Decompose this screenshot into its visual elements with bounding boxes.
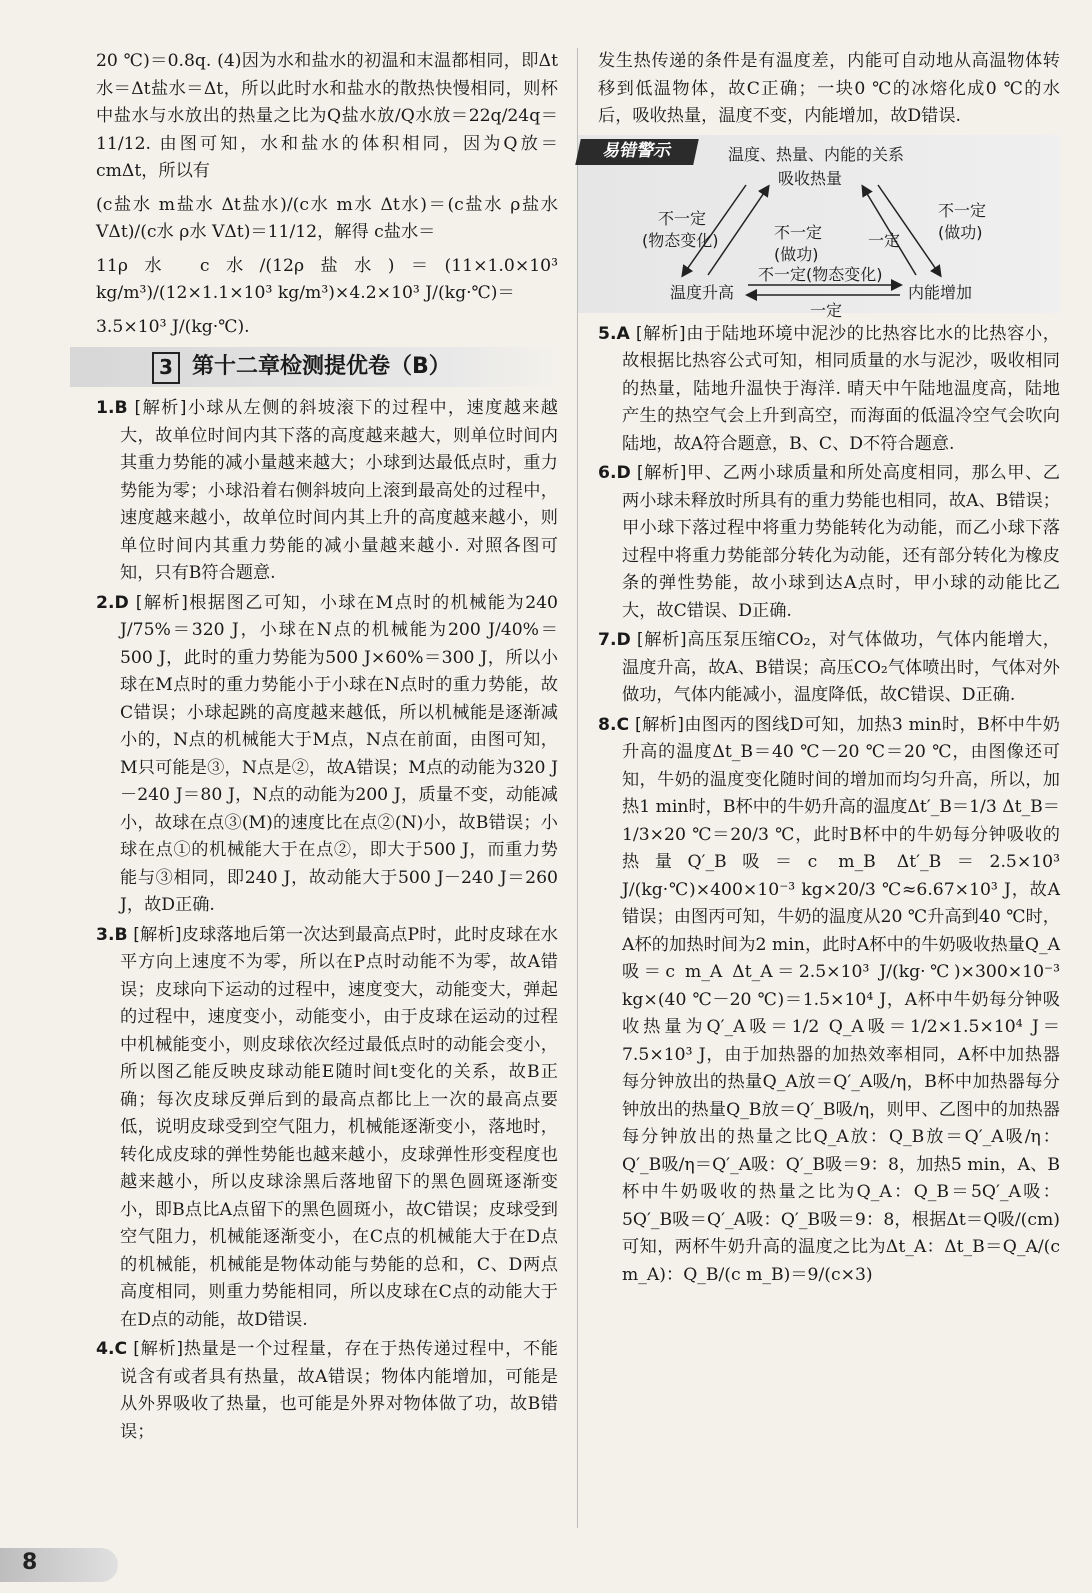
item-text: 由图丙的图线D可知，加热3 min时，B杯中牛奶升高的温度Δt_B＝40 ℃－20 ℃＝20 ℃，由图像还可知，牛奶的温度变化随时间的增加而均匀升高，所以，加热1 min时，B杯中的牛奶升高的温度Δt′_B＝1/3 Δt_B＝1/3×20 ℃＝20/3 ℃，此时B杯中的牛奶每分钟吸收的热量Q′_B吸＝c m_B Δt′_B＝2.5×10³ J/(kg·℃)×400×10⁻³ kg×20/3 ℃≈6.67×10³ J，故A错误；由图丙可知，牛奶的温度从20 ℃升高到40 ℃时，A杯的加热时间为2 min，此时A杯中的牛奶吸收热量Q_A吸＝c m_A Δt_A＝2.5×10³ J/(kg·℃)×300×10⁻³ kg×(40 ℃－20 ℃)＝1.5×10⁴ J，A杯中牛奶每分钟吸收热量为Q′_A吸＝1/2 Q_A吸＝1/2×1.5×10⁴ J＝7.5×10³ J，由于加热器的加热效率相同，A杯中加热器每分钟放出的热量Q_A放＝Q′_A吸/η，B杯中加热器每分钟放出的热量Q_B放＝Q′_B吸/η，则甲、乙图中的加热器每分钟放出的热量之比Q_A放：Q_B放＝Q′_A吸/η：Q′_B吸/η＝Q′_A吸：Q′_B吸＝9：8，加热5 min，A、B杯中牛奶吸收的热量之比为Q_A：Q_B＝5Q′_A吸：5Q′_B吸＝Q′_A吸：Q′_B吸＝9：8，根据Δt＝Q吸/(cm)可知，两杯牛奶升高的温度之比为Δt_A：Δt_B＝Q_A/(c m_A)：Q_B/(c m_B)＝9/(c×3) <box>622 714 1060 1285</box>
answer-item-5 <box>598 321 1060 459</box>
section-title: 第十二章检测提优卷（B） <box>192 354 451 380</box>
page-number-tab <box>0 1548 118 1582</box>
item-answer: A <box>616 323 630 344</box>
analysis-tag: [解析] <box>636 630 687 650</box>
analysis-tag: [解析] <box>134 398 187 418</box>
answer-item-4 <box>96 1336 558 1446</box>
item-number: 3. <box>96 924 115 945</box>
label-mid-2: (做功) <box>774 244 819 264</box>
analysis-tag: [解析] <box>634 714 684 735</box>
node-energy-increase: 内能增加 <box>908 282 973 302</box>
analysis-tag: [解析] <box>635 323 686 344</box>
item-number: 6. <box>598 463 617 483</box>
label-left-2: (物态变化) <box>642 230 719 250</box>
warning-badge: 易错警示 <box>575 139 699 165</box>
label-right-1: 不一定 <box>938 200 987 220</box>
item-text: 小球从左侧的斜坡滚下的过程中，速度越来越大，故单位时间内其下落的高度越来越大，则单位时间内其重力势能的减小量越来越大；小球到达最低点时，重力势能为零；小球沿着右侧斜坡向上滚到最高处的过程中，速度越来越小，故单位时间内其上升的高度越来越小，则单位时间内其重力势能的减小量越来越小. 对照各图可知，只有B符合题意. <box>120 398 558 583</box>
item-answer: D <box>616 630 631 650</box>
analysis-tag: [解析] <box>636 463 687 483</box>
item-number: 4. <box>96 1339 115 1359</box>
item-text: 由于陆地环境中泥沙的比热容比水的比热容小，故根据比热容公式可知，相同质量的水与泥沙，吸收相同的热量，陆地升温快于海洋. 晴天中午陆地温度高，陆地产生的热空气会上升到高空，而海面的低温冷空气会吹向陆地，故A符合题意，B、C、D不符合题意. <box>622 323 1060 454</box>
item-number: 1. <box>96 398 115 418</box>
item-number: 2. <box>96 592 115 613</box>
answer-item-8 <box>598 712 1060 1290</box>
intro-result: 3.5×10³ J/(kg·℃). <box>96 316 250 337</box>
item-text: 根据图乙可知，小球在M点时的机械能为240 J/75%＝320 J，小球在N点的机械能为200 J/40%＝500 J，此时的重力势能为500 J×60%＝300 J，所以小球在M点时的重力势能小于小球在N点时的重力势能，故C错误；小球起跳的高度越来越低，所以机械能是逐渐减小的，N点的机械能大于M点，N点在前面，由图可知，M只可能是③，N点是②，故A错误；M点的动能为320 J－240 J＝80 J，N点的动能为200 J，质量不变，动能减小，故球在点③(M)的速度比在点②(N)小，故B错误；小球在点①的机械能大于在点②，即大于500 J，而重力势能与③相同，即240 J，故动能大于500 J－240 J＝260 J，故D正确. <box>120 592 558 915</box>
intro-paragraph: 20 ℃)＝0.8q. (4)因为水和盐水的初温和末温都相同，即Δt水＝Δt盐水＝Δt，所以此时水和盐水的散热快慢相同，则杯中盐水与水放出的热量之比为Q盐水放/Q水放＝22q/24q＝11/12. 由图可知，水和盐水的体积相同，因为Q放＝cmΔt，所以有 <box>96 51 558 181</box>
section-header <box>70 347 558 387</box>
label-bottom-1: 不一定(物态变化) <box>758 264 883 284</box>
section-number: 3 <box>152 352 180 384</box>
item-answer: B <box>114 398 128 418</box>
answer-item-2 <box>96 590 558 920</box>
answer-item-6 <box>598 460 1060 625</box>
answer-item-3 <box>96 922 558 1335</box>
item-number: 7. <box>598 630 617 650</box>
page-number: 8 <box>22 1550 38 1575</box>
answer-item-7 <box>598 627 1060 710</box>
error-warning-box <box>578 135 1060 320</box>
item-number: 8. <box>598 714 617 735</box>
label-mid-1: 不一定 <box>774 222 823 242</box>
left-column <box>96 48 558 1448</box>
label-right-2: (做功) <box>938 222 983 242</box>
analysis-tag: [解析] <box>133 924 182 945</box>
item-answer: C <box>616 714 630 735</box>
intro-formula-1: (c盐水 m盐水 Δt盐水)/(c水 m水 Δt水)＝(c盐水 ρ盐水 VΔt)/(c水 ρ水 VΔt)＝11/12，解得 c盐水＝ <box>96 194 558 242</box>
label-left-1: 不一定 <box>658 208 707 228</box>
warning-title: 温度、热量、内能的关系 <box>728 144 905 164</box>
right-column <box>598 48 1060 1291</box>
item-answer: C <box>114 1339 128 1359</box>
node-absorb-heat: 吸收热量 <box>778 168 843 188</box>
item-text: 皮球落地后第一次达到最高点P时，此时皮球在水平方向上速度不为零，所以在P点时动能不为零，故A错误；皮球向下运动的过程中，速度变大，动能变大，弹起的过程中，速度变小，动能变小，由于皮球在运动的过程中机械能变小，则皮球依次经过最低点时的动能会变小，所以图乙能反映皮球动能E随时间t变化的关系，故B正确；每次皮球反弹后到的最高点都比上一次的最高点要低，说明皮球受到空气阻力，机械能逐渐变小，落地时，转化成皮球的弹性势能也越来越小，皮球弹性形变程度也越来越小，所以皮球涂黑后落地留下的黑色圆斑逐渐变小，即B点比A点留下的黑色圆斑小，故C错误；皮球受到空气阻力，机械能逐渐变小，在C点的机械能大于在D点的机械能，机械能是物体动能与势能的总和，C、D两点高度相同，则重力势能相同，所以皮球在C点的动能大于在D点的动能，故D错误. <box>120 924 558 1330</box>
item-text: 高压泵压缩CO₂，对气体做功，气体内能增大，温度升高，故A、B错误；高压CO₂气体喷出时，气体对外做功，气体内能减小，温度降低，故C错误、D正确. <box>622 630 1060 705</box>
label-bottom-2: 一定 <box>810 300 843 320</box>
answer-item-1 <box>96 395 558 588</box>
intro-formula-2: 11ρ水 c水/(12ρ盐水)＝(11×1.0×10³ kg/m³)/(12×1.1×10³ kg/m³)×4.2×10³ J/(kg·℃)＝ <box>96 255 558 303</box>
item-answer: D <box>616 463 631 483</box>
item-number: 5. <box>598 323 617 344</box>
item-answer: D <box>114 592 129 613</box>
label-mid-3: 一定 <box>868 230 901 250</box>
analysis-tag: [解析] <box>133 1339 184 1359</box>
analysis-tag: [解析] <box>135 592 188 613</box>
node-temp-rise: 温度升高 <box>670 282 735 302</box>
item-text: 热量是一个过程量，存在于热传递过程中，不能说含有或者具有热量，故A错误；物体内能增加，可能是从外界吸收了热量，也可能是外界对物体做了功，故B错误； <box>120 1339 558 1442</box>
item-answer: B <box>114 924 128 945</box>
continued-paragraph: 发生热传递的条件是有温度差，内能可自动地从高温物体转移到低温物体，故C正确；一块0 ℃的冰熔化成0 ℃的水后，吸收热量，温度不变，内能增加，故D错误. <box>598 51 1060 126</box>
item-text: 甲、乙两小球质量和所处高度相同，那么甲、乙两小球未释放时所具有的重力势能也相同，故A、B错误；甲小球下落过程中将重力势能转化为动能，而乙小球下落过程中将重力势能部分转化为动能，还有部分转化为橡皮条的弹性势能，故小球到达A点时，甲小球的动能比乙大，故C错误、D正确. <box>622 463 1060 621</box>
